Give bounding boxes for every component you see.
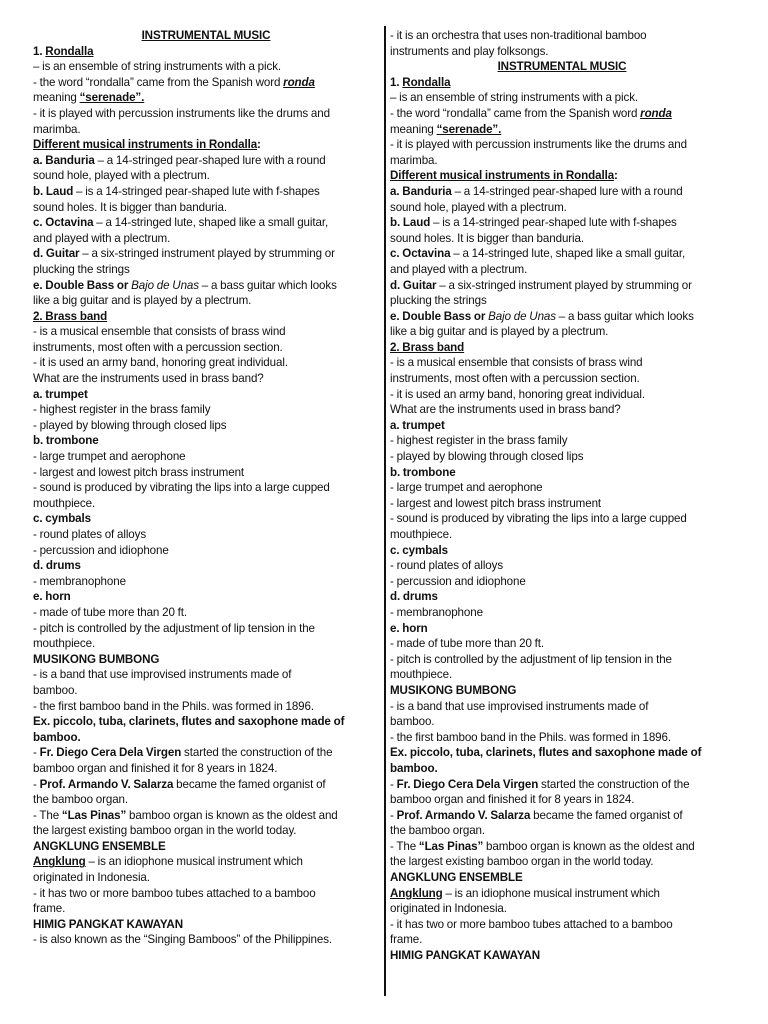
text-line xyxy=(33,808,379,824)
text-line: - large trumpet and aerophone xyxy=(33,450,186,464)
text-segment: - The xyxy=(390,839,419,853)
text-line: - pitch is controlled by the adjustment of lip tension in the xyxy=(33,621,315,635)
text-line xyxy=(33,44,379,60)
text-line xyxy=(33,75,379,91)
text-segment: – a 14-stringed lute, shaped like a small guitar, xyxy=(93,216,329,230)
text-line xyxy=(33,745,379,761)
text-line: ANGKLUNG ENSEMBLE xyxy=(33,839,166,853)
text-segment: Bajo de Unas xyxy=(488,309,556,323)
text-segment: Prof. Armando V. Salarza xyxy=(39,777,174,791)
text-line: Ex. piccolo, tuba, clarinets, flutes and saxophone made of xyxy=(390,746,702,760)
text-line: MUSIKONG BUMBONG xyxy=(33,652,160,666)
text-line: d. drums xyxy=(390,590,438,604)
text-line xyxy=(390,184,734,200)
text-line xyxy=(390,309,734,325)
text-segment: b. Laud xyxy=(33,184,74,198)
text-line: INSTRUMENTAL MUSIC xyxy=(497,60,627,74)
text-segment: “Las Pinas” xyxy=(418,839,484,853)
text-line: the largest existing bamboo organ in the world today. xyxy=(390,855,654,869)
right-column xyxy=(390,28,734,964)
text-segment: a. Banduria xyxy=(390,184,452,198)
text-line: b. trombone xyxy=(390,465,456,479)
text-line: - it has two or more bamboo tubes attached to a bamboo xyxy=(33,886,316,900)
text-segment: Different musical instruments in Rondalla xyxy=(390,169,615,183)
text-segment: – a six-stringed instrument played by strumming or xyxy=(436,278,692,292)
text-segment: a. Banduria xyxy=(33,153,95,167)
text-line: bamboo. xyxy=(390,761,438,775)
text-segment: b. Laud xyxy=(390,216,431,230)
text-line: like a big guitar and is played by a plectrum. xyxy=(33,294,252,308)
text-segment: Rondalla xyxy=(402,75,451,89)
text-line xyxy=(33,278,379,294)
text-segment: : xyxy=(614,169,618,183)
text-segment: meaning xyxy=(390,122,437,136)
text-line xyxy=(33,90,379,106)
column-divider xyxy=(384,26,386,996)
text-segment: ronda xyxy=(640,106,672,120)
text-line: - is a musical ensemble that consists of brass wind xyxy=(390,356,643,370)
text-line xyxy=(390,808,734,824)
text-line xyxy=(390,839,734,855)
text-segment: Angklung xyxy=(33,855,86,869)
text-line: the bamboo organ. xyxy=(33,793,129,807)
text-line: plucking the strings xyxy=(33,262,130,276)
text-line: - played by blowing through closed lips xyxy=(33,418,227,432)
text-line: originated in Indonesia. xyxy=(33,871,150,885)
text-segment: - xyxy=(33,746,40,760)
text-line: d. drums xyxy=(33,559,81,573)
text-line: marimba. xyxy=(33,122,81,136)
text-line: What are the instruments used in brass band? xyxy=(390,403,621,417)
text-line: bamboo. xyxy=(33,730,81,744)
text-line: and played with a plectrum. xyxy=(390,262,528,276)
text-segment: bamboo organ is known as the oldest and xyxy=(483,839,695,853)
text-line: - played by blowing through closed lips xyxy=(390,450,584,464)
text-line: and played with a plectrum. xyxy=(33,231,171,245)
text-line: e. horn xyxy=(33,590,71,604)
text-segment: Different musical instruments in Rondalla xyxy=(33,138,258,152)
text-line: – is an ensemble of string instruments with a pick. xyxy=(390,91,639,105)
text-line xyxy=(33,137,379,153)
text-line xyxy=(33,184,379,200)
text-line: - largest and lowest pitch brass instrument xyxy=(33,465,245,479)
text-line: sound hole, played with a plectrum. xyxy=(33,169,210,183)
text-line: the bamboo organ. xyxy=(390,824,486,838)
text-line xyxy=(390,106,734,122)
text-line: instruments, most often with a percussion section. xyxy=(390,372,640,386)
text-segment: e. Double Bass or xyxy=(33,278,132,292)
text-line: - large trumpet and aerophone xyxy=(390,481,543,495)
text-line: originated in Indonesia. xyxy=(390,902,507,916)
text-segment: ronda xyxy=(283,75,315,89)
text-segment: bamboo organ is known as the oldest and xyxy=(126,808,338,822)
text-line: - highest register in the brass family xyxy=(390,434,568,448)
text-line xyxy=(390,278,734,294)
text-line: INSTRUMENTAL MUSIC xyxy=(141,29,271,42)
text-segment: started the construction of the xyxy=(538,777,690,791)
text-line: What are the instruments used in brass band? xyxy=(33,372,264,386)
text-segment: – is a 14-stringed pear-shaped lute with f-shapes xyxy=(430,216,677,230)
text-line: a. trumpet xyxy=(33,387,88,401)
text-segment: : xyxy=(257,138,261,152)
text-line: - is a musical ensemble that consists of brass wind xyxy=(33,325,286,339)
text-segment: - The xyxy=(33,808,62,822)
text-segment: 1. xyxy=(390,75,403,89)
text-line: mouthpiece. xyxy=(390,528,453,541)
text-line: - made of tube more than 20 ft. xyxy=(33,605,187,619)
text-line: ANGKLUNG ENSEMBLE xyxy=(390,871,523,885)
text-line: 2. Brass band xyxy=(390,340,465,354)
text-line: - is also known as the “Singing Bamboos” of the Philippines. xyxy=(33,933,333,947)
text-line: - it is used an army band, honoring great individual. xyxy=(33,356,288,370)
text-line: a. trumpet xyxy=(390,418,445,432)
text-line: sound holes. It is bigger than banduria. xyxy=(390,231,585,245)
text-line: - largest and lowest pitch brass instrument xyxy=(390,496,602,510)
text-line: - the first bamboo band in the Phils. was formed in 1896. xyxy=(390,730,672,744)
text-line: bamboo. xyxy=(33,683,78,697)
text-line: - highest register in the brass family xyxy=(33,403,211,417)
text-line xyxy=(390,168,734,184)
text-line: - is a band that use improvised instruments made of xyxy=(33,668,292,682)
text-line: - it is played with percussion instruments like the drums and xyxy=(390,138,687,152)
text-line: mouthpiece. xyxy=(390,668,453,682)
text-line xyxy=(390,777,734,793)
text-line: - membranophone xyxy=(33,574,126,588)
text-segment: - the word “rondalla” came from the Spanish word xyxy=(390,106,641,120)
text-line: b. trombone xyxy=(33,434,99,448)
text-line xyxy=(390,75,734,91)
text-segment: - xyxy=(390,808,397,822)
text-segment: – a 14-stringed pear-shaped lure with a round xyxy=(94,153,326,167)
text-segment: started the construction of the xyxy=(181,746,333,760)
text-segment: – a six-stringed instrument played by strumming or xyxy=(79,247,335,261)
text-line: - the first bamboo band in the Phils. was formed in 1896. xyxy=(33,699,315,713)
text-segment: Fr. Diego Cera Dela Virgen xyxy=(396,777,539,791)
text-line: - it has two or more bamboo tubes attached to a bamboo xyxy=(390,917,673,931)
text-line: like a big guitar and is played by a plectrum. xyxy=(390,325,609,339)
text-segment: c. Octavina xyxy=(390,247,451,261)
text-segment: Prof. Armando V. Salarza xyxy=(396,808,531,822)
text-segment: – a bass guitar which looks xyxy=(555,309,694,323)
text-line: – is an ensemble of string instruments with a pick. xyxy=(33,60,282,74)
text-segment: Bajo de Unas xyxy=(131,278,199,292)
text-line: c. cymbals xyxy=(390,543,448,557)
text-segment: “Las Pinas” xyxy=(61,808,127,822)
text-segment: c. Octavina xyxy=(33,216,94,230)
text-line: marimba. xyxy=(390,153,438,167)
text-segment: became the famed organist of xyxy=(530,808,683,822)
text-segment: d. Guitar xyxy=(390,278,437,292)
text-line: bamboo. xyxy=(390,715,435,729)
text-line: - membranophone xyxy=(390,605,483,619)
text-segment: – is an idiophone musical instrument which xyxy=(85,855,303,869)
text-line: MUSIKONG BUMBONG xyxy=(390,683,517,697)
text-line: - percussion and idiophone xyxy=(33,543,169,557)
text-line: - is a band that use improvised instruments made of xyxy=(390,699,649,713)
text-line: the largest existing bamboo organ in the world today. xyxy=(33,824,297,838)
text-line xyxy=(390,215,734,231)
text-segment: “serenade”. xyxy=(436,122,502,136)
text-segment: Angklung xyxy=(390,886,443,900)
text-line xyxy=(33,215,379,231)
text-line: HIMIG PANGKAT KAWAYAN xyxy=(33,917,183,931)
text-line xyxy=(390,246,734,262)
text-segment: d. Guitar xyxy=(33,247,80,261)
text-segment: e. Double Bass or xyxy=(390,309,489,323)
text-line: e. horn xyxy=(390,621,428,635)
text-line: HIMIG PANGKAT KAWAYAN xyxy=(390,949,540,963)
text-line: - it is an orchestra that uses non-traditional bamboo xyxy=(390,29,647,42)
text-segment: – is an idiophone musical instrument which xyxy=(442,886,660,900)
text-line: c. cymbals xyxy=(33,512,91,526)
text-line xyxy=(33,854,379,870)
text-line: frame. xyxy=(390,933,423,947)
text-line: - sound is produced by vibrating the lips into a large cupped xyxy=(390,512,687,526)
text-line xyxy=(33,153,379,169)
text-line: - it is used an army band, honoring great individual. xyxy=(390,387,645,401)
text-segment: - the word “rondalla” came from the Spanish word xyxy=(33,75,284,89)
text-line: bamboo organ and finished it for 8 years in 1824. xyxy=(390,793,635,807)
text-segment: - xyxy=(390,777,397,791)
text-line: - sound is produced by vibrating the lips into a large cupped xyxy=(33,481,330,495)
text-line: plucking the strings xyxy=(390,294,487,308)
text-line: - made of tube more than 20 ft. xyxy=(390,637,544,651)
text-segment: Fr. Diego Cera Dela Virgen xyxy=(39,746,182,760)
text-line: - round plates of alloys xyxy=(390,559,504,573)
text-segment: – a 14-stringed lute, shaped like a small guitar, xyxy=(450,247,686,261)
text-line xyxy=(390,886,734,902)
text-line: sound holes. It is bigger than banduria. xyxy=(33,200,228,214)
text-segment: Rondalla xyxy=(45,44,94,58)
text-line: mouthpiece. xyxy=(33,637,96,651)
text-segment: - xyxy=(33,777,40,791)
text-line: - it is played with percussion instruments like the drums and xyxy=(33,106,330,120)
text-line xyxy=(33,777,379,793)
text-segment: meaning xyxy=(33,91,80,105)
text-segment: 1. xyxy=(33,44,46,58)
text-segment: became the famed organist of xyxy=(173,777,326,791)
text-line: - percussion and idiophone xyxy=(390,574,526,588)
text-segment: – a 14-stringed pear-shaped lure with a round xyxy=(451,184,683,198)
text-segment: – is a 14-stringed pear-shaped lute with f-shapes xyxy=(73,184,320,198)
text-line xyxy=(390,122,734,138)
text-line: bamboo organ and finished it for 8 years in 1824. xyxy=(33,761,278,775)
text-line: - round plates of alloys xyxy=(33,528,147,541)
text-line xyxy=(33,246,379,262)
text-line: frame. xyxy=(33,902,66,916)
text-line: 2. Brass band xyxy=(33,309,108,323)
text-line: Ex. piccolo, tuba, clarinets, flutes and saxophone made of xyxy=(33,715,345,729)
text-segment: – a bass guitar which looks xyxy=(198,278,337,292)
left-column xyxy=(33,28,379,948)
text-line: instruments and play folksongs. xyxy=(390,44,549,58)
text-segment: “serenade”. xyxy=(79,91,145,105)
text-line: - pitch is controlled by the adjustment of lip tension in the xyxy=(390,652,672,666)
text-line: instruments, most often with a percussion section. xyxy=(33,340,283,354)
text-line: sound hole, played with a plectrum. xyxy=(390,200,567,214)
text-line: mouthpiece. xyxy=(33,496,96,510)
